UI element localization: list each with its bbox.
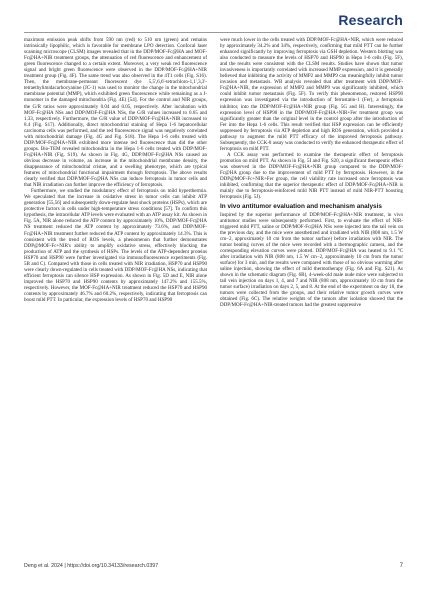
- journal-name: Research: [338, 12, 403, 28]
- header-divider: [24, 32, 403, 33]
- right-column: [220, 37, 403, 559]
- section-heading: In vivo antitumor evaluation and mechanism analysis: [220, 203, 382, 211]
- paragraph: were much lower in the cells treated with DDP/MOF-Fc@HA+NIR, which were reduced by approximately 34.2% and 34%, respectively, confirming that mild PTT can be further enhanced significantly by improving ferroptosis via GSH depletion. Western blotting was also conducted to measure the levels of HSP70 and HSP90 in Hepa 1-6 cells (Fig. 5F), and the results were consistent with the CLSM results. Studies have shown that tumor invasiveness is importantly correlated with increased MMP expression, and it is generally believed that inhibiting the activity of MMP2 and MMP9 can meaningfully inhibit tumor invasion and metastasis. WB analysis revealed that after treatment with DDP/MOF-Fc@HA+NIR, the expression of MMP2 and MMP9 was significantly inhibited, which could inhibit tumor metastasis (Fig. 5F). To verify this phenomenon, restored HSP90 expression was investigated via the introduction of ferrostatin-1 (Fer), a ferroptosis inhibitor, into the DDP/MOF-Fc@HA+NIR group (Fig. 5G and H). Interestingly, the expression level of HSP90 in the DDP/MOF-Fc@HA+NIR+Fer treatment group was significantly greater than the original level in the control group after the introduction of Fer into the Hepa 1-6 cells. This result verified that HSP expression can be efficiently suppressed by ferroptosis via ATP depletion and high ROS generation, which provided a pathway to augment the mild PTT efficacy of the improved ferroptosis pathway. Subsequently, the CCK-8 assay was conducted to verify the enhanced therapeutic effect of ferroptosis on mild PTT.: [220, 37, 403, 152]
- left-column: [24, 37, 207, 559]
- paragraph: maximum emission peak shifts from 590 nm (red) to 510 nm (green) and remains intrinsically lipophilic, which is favorable for membrane LPO detection. Confocal laser scanning microscope (CLSM) images revealed that in the DDP/MOF-Fc@HA and MOF-Fc@HA+NIR treatment groups, the attenuation of red fluorescence and enhancement of green fluorescence changed to a certain extent. Moreover, a very weak red fluorescence signal and bright green fluorescence were observed in the DDP/MOF-Fc@HA+NIR treatment group (Fig. 4F). The same trend was also observed in the 4T1 cells (Fig. S16). Then, the membrane-permeant fluorescent dye 5,5',6,6'-tetrachloro-1,1',3,3'-tetraethylimidacarbocyanine (JC-1) was used to monitor the change in the mitochondrial membrane potential (MMP), which exhibited green fluorescence while remaining as a J-monomer in the damaged mitochondria (Fig. 4E) [54]. For the control and NIR groups, the G/R ratios were approximately 0.04 and 0.05, respectively. After incubation with MOF-Fc@HA NSs and DDP/MOF-Fc@HA NSs, the G/R values increased to 0.65 and 1.33, respectively. Furthermore, the G/R value of DDP/MOF-Fc@HA+NIR increased to 8.4 (Fig. S17). Additionally, direct mitochondrial staining of Hepa 1-6 hepatocellular carcinoma cells was performed, and the red fluorescence signal was negatively correlated with mitochondrial damage (Fig. 4G and Fig. S18). The Hepa 1-6 cells treated with DDP/MOF-Fc@HA+NIR exhibited more intense red fluorescence than did the other groups. Bio-TEM revealed mitochondria in the Hepa 1-6 cells treated with DDP/MOF-Fc@HA+NIR (Fig. S19). As shown in Fig. 4G, DDP/MOF-Fc@HA NSs caused an obvious decrease in volume, an increase in the mitochondrial membrane density, the disappearance of mitochondrial cristae, and a swelling phenotype, which are typical features of mitochondrial functional impairment through ferroptosis. The above results clearly verified that DDP/MOF-Fc@HA NSs can induce ferroptosis in tumor cells and that NIR irradiation can further improve the efficiency of ferroptosis.: [24, 37, 207, 189]
- citation-link[interactable]: Deng et al. 2024 | https://doi.org/10.34133/research.0397: [24, 563, 159, 569]
- paragraph: Furthermore, we studied the modulatory effect of ferroptosis on mild hyperthermia. We speculated that the increase in oxidative stress in tumor cells can inhibit ATP generation [55,56] and subsequently down-regulate heat shock proteins (HSPs), which are protective factors in cells under high-temperature stress conditions [57]. To confirm this hypothesis, the intracellular ATP levels were evaluated with an ATP assay kit. As shown in Fig. 5A, NIR alone reduced the ATP content by approximately 10%, DDP/MOF-Fc@HA NS treatment reduced the ATP content by approximately 73.6%, and DDP/MOF-Fc@HA+NIR treatment further reduced the ATP content by approximately 14.3%. This is consistent with the trend of ROS levels, a phenomenon that further demonstrates DDP@MOF-Fc+NIR's ability to amplify oxidative stress, effectively blocking the production of ATP and the synthesis of HSPs. The levels of the ATP-dependent proteins HSP70 and HSP90 were further investigated via immunofluorescence experiments (Fig. 5B and C). Compared with those in cells treated with NIR irradiation, HSP70 and HSP90 were clearly down-regulated in cells treated with DDP/MOF-Fc@HA NSs, indicating that efficient ferroptosis can silence HSP expression. As shown in Fig. 5D and E, NIR alone improved the HSP70 and HSP90 contents by approximately 147.2% and 155.5%, respectively. However, the MOF-Fc@HA+NIR treatment reduced the HSP70 and HSP90 contents by approximately 46.7% and 60.2%, respectively, indicating that ferroptosis can boost mild PTT. In particular, the expression levels of HSP70 and HSP90: [24, 188, 207, 304]
- paragraph: A CCK assay was performed to examine the therapeutic effect of ferroptosis promotion on mild PTT. As shown in Fig. 5I and Fig. S20, a significant therapeutic effect was observed in the DDP/MOF-Fc@HA+NIR group compared to the DDP/MOF-Fc@HA group due to the improvement of mild PTT by ferroptosis. However, in the DDP@MOF-Fc+NIR+Fer group, the cell viability rate increased once ferroptosis was inhibited, confirming that the superior therapeutic effect of DDP/MOF-Fc@HA+NIR is mainly due to ferroptosis-reinforced mild NIR PTT instead of mild NIR-PTT boosting ferroptosis (Fig. 5J).: [220, 151, 403, 201]
- paragraph: Inspired by the superior performance of DDP/MOF-Fc@HA+NIR treatment, in vivo antitumor studies were subsequently performed. First, to evaluate the effect of NIR-triggered mild PTT, saline or DDP/MOF-Fc@HA NSs were injected into the tail vein on the previous day, and the mice were anesthetized and irradiated with NIR (808 nm, 1.5 W cm−2, approximately 10 cm from the tumor surface) before irradiation with NIR. The tumor heating curves of the mice were recorded with a thermographic camera, and the corresponding elevation curves were plotted. DDP/MOF-Fc@HA was heated to 9.1 °C after irradiation with NIR (808 nm, 1.5 W cm−2, approximately 10 cm from the tumor surface) for 3 min, and the results were compared with those of no obvious warming after saline injection, showing the effect of mild thermotherapy (Fig. 6A and Fig. S21). As shown in the schematic diagram (Fig. 6B), 4-week-old male nude mice were subjected to tail vein injection on days 1, 4, and 7 and NIR (808 nm, approximately 10 cm from the tumor surface) irradiation on days 2, 5, and 8. At the end of the experiment on day 18, the tumors were collected from the groups, and their relative tumor growth curves were obtained (Fig. 6C). The relative weights of the tumors after isolation showed that the DDP/MOF-Fc@HA+NIR-treated tumors had the greatest suppressive: [220, 211, 403, 309]
- page-number: 7: [399, 563, 403, 569]
